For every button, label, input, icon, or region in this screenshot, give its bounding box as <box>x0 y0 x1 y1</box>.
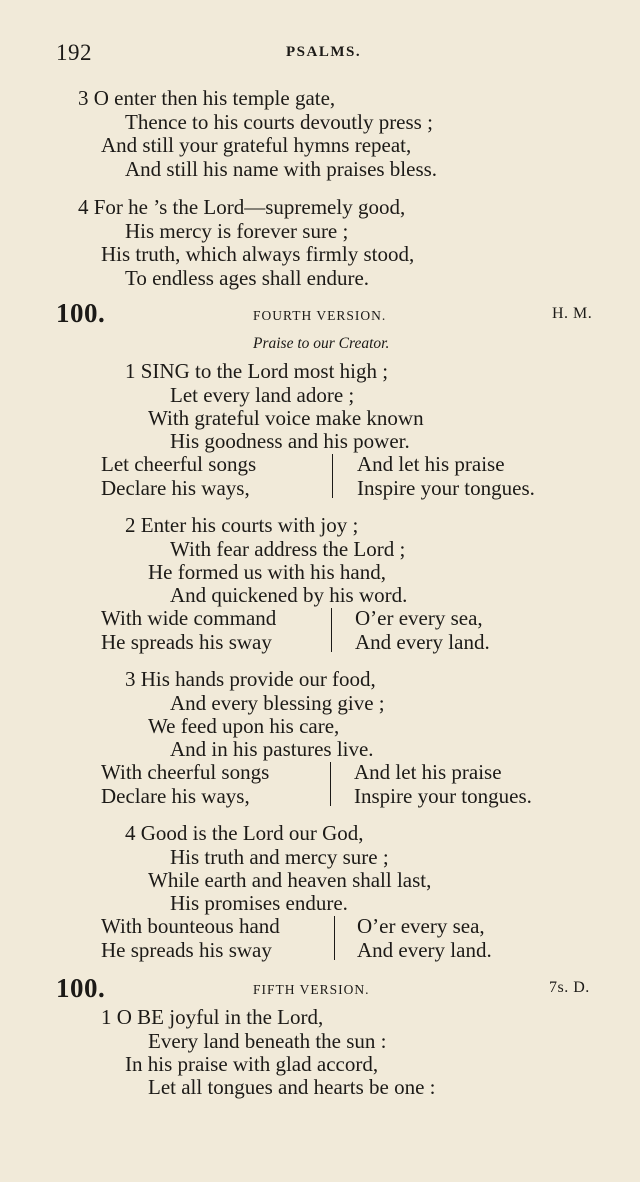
verse-line: To endless ages shall endure. <box>125 266 370 290</box>
split-line-right: Inspire your tongues. <box>354 784 532 808</box>
verse-line: And still his name with praises bless. <box>125 157 438 181</box>
verse-line: And quickened by his word. <box>170 583 408 607</box>
meter-label: H. M. <box>552 305 593 322</box>
brace-divider <box>331 608 332 652</box>
verse-line: Thence to his courts devoutly press ; <box>125 110 433 134</box>
verse-line: He formed us with his hand, <box>148 560 386 584</box>
split-line-left: Let cheerful songs <box>101 452 257 476</box>
page-number: 192 <box>56 40 92 65</box>
verse-line: 1 SING to the Lord most high ; <box>125 359 389 383</box>
psalm-number: 100. <box>56 973 106 1003</box>
hymn-title: Praise to our Creator. <box>253 335 390 352</box>
split-line-left: With bounteous hand <box>101 914 280 938</box>
psalm-number: 100. <box>56 298 106 328</box>
split-line-right: And every land. <box>355 630 490 654</box>
verse-line: His mercy is forever sure ; <box>125 219 349 243</box>
brace-divider <box>332 454 333 498</box>
verse-line: Every land beneath the sun : <box>148 1029 387 1053</box>
verse-line: His promises endure. <box>170 891 348 915</box>
verse-line: His truth, which always firmly stood, <box>101 242 415 266</box>
split-line-right: Inspire your tongues. <box>357 476 535 500</box>
verse-line: While earth and heaven shall last, <box>148 868 432 892</box>
split-line-right: And every land. <box>357 938 492 962</box>
verse-line: 2 Enter his courts with joy ; <box>125 513 359 537</box>
split-line-right: O’er every sea, <box>355 606 483 630</box>
version-heading: FIFTH VERSION. <box>253 982 370 997</box>
verse-line: And every blessing give ; <box>170 691 385 715</box>
split-line-right: And let his praise <box>354 760 502 784</box>
split-line-left: With cheerful songs <box>101 760 270 784</box>
verse-line: And in his pastures live. <box>170 737 374 761</box>
verse-line: 3 O enter then his temple gate, <box>78 86 336 110</box>
meter-label: 7s. D. <box>549 979 590 996</box>
verse-line: We feed upon his care, <box>148 714 340 738</box>
verse-line: In his praise with glad accord, <box>125 1052 379 1076</box>
running-head: PSALMS. <box>286 44 362 60</box>
verse-line: His goodness and his power. <box>170 429 410 453</box>
split-line-right: And let his praise <box>357 452 505 476</box>
verse-line: 4 For he ’s the Lord—supremely good, <box>78 195 406 219</box>
verse-line: Let all tongues and hearts be one : <box>148 1075 436 1099</box>
split-line-left: He spreads his sway <box>101 630 272 654</box>
verse-line: 4 Good is the Lord our God, <box>125 821 364 845</box>
verse-line: With fear address the Lord ; <box>170 537 406 561</box>
verse-line: Let every land adore ; <box>170 383 355 407</box>
verse-line: With grateful voice make known <box>148 406 424 430</box>
split-line-left: He spreads his sway <box>101 938 272 962</box>
verse-line: And still your grateful hymns repeat, <box>101 133 412 157</box>
version-heading: FOURTH VERSION. <box>253 308 387 323</box>
brace-divider <box>330 762 331 806</box>
verse-line: His truth and mercy sure ; <box>170 845 389 869</box>
split-line-right: O’er every sea, <box>357 914 485 938</box>
split-line-left: Declare his ways, <box>101 476 250 500</box>
split-line-left: Declare his ways, <box>101 784 250 808</box>
brace-divider <box>334 916 335 960</box>
verse-line: 1 O BE joyful in the Lord, <box>101 1005 324 1029</box>
verse-line: 3 His hands provide our food, <box>125 667 376 691</box>
split-line-left: With wide command <box>101 606 277 630</box>
